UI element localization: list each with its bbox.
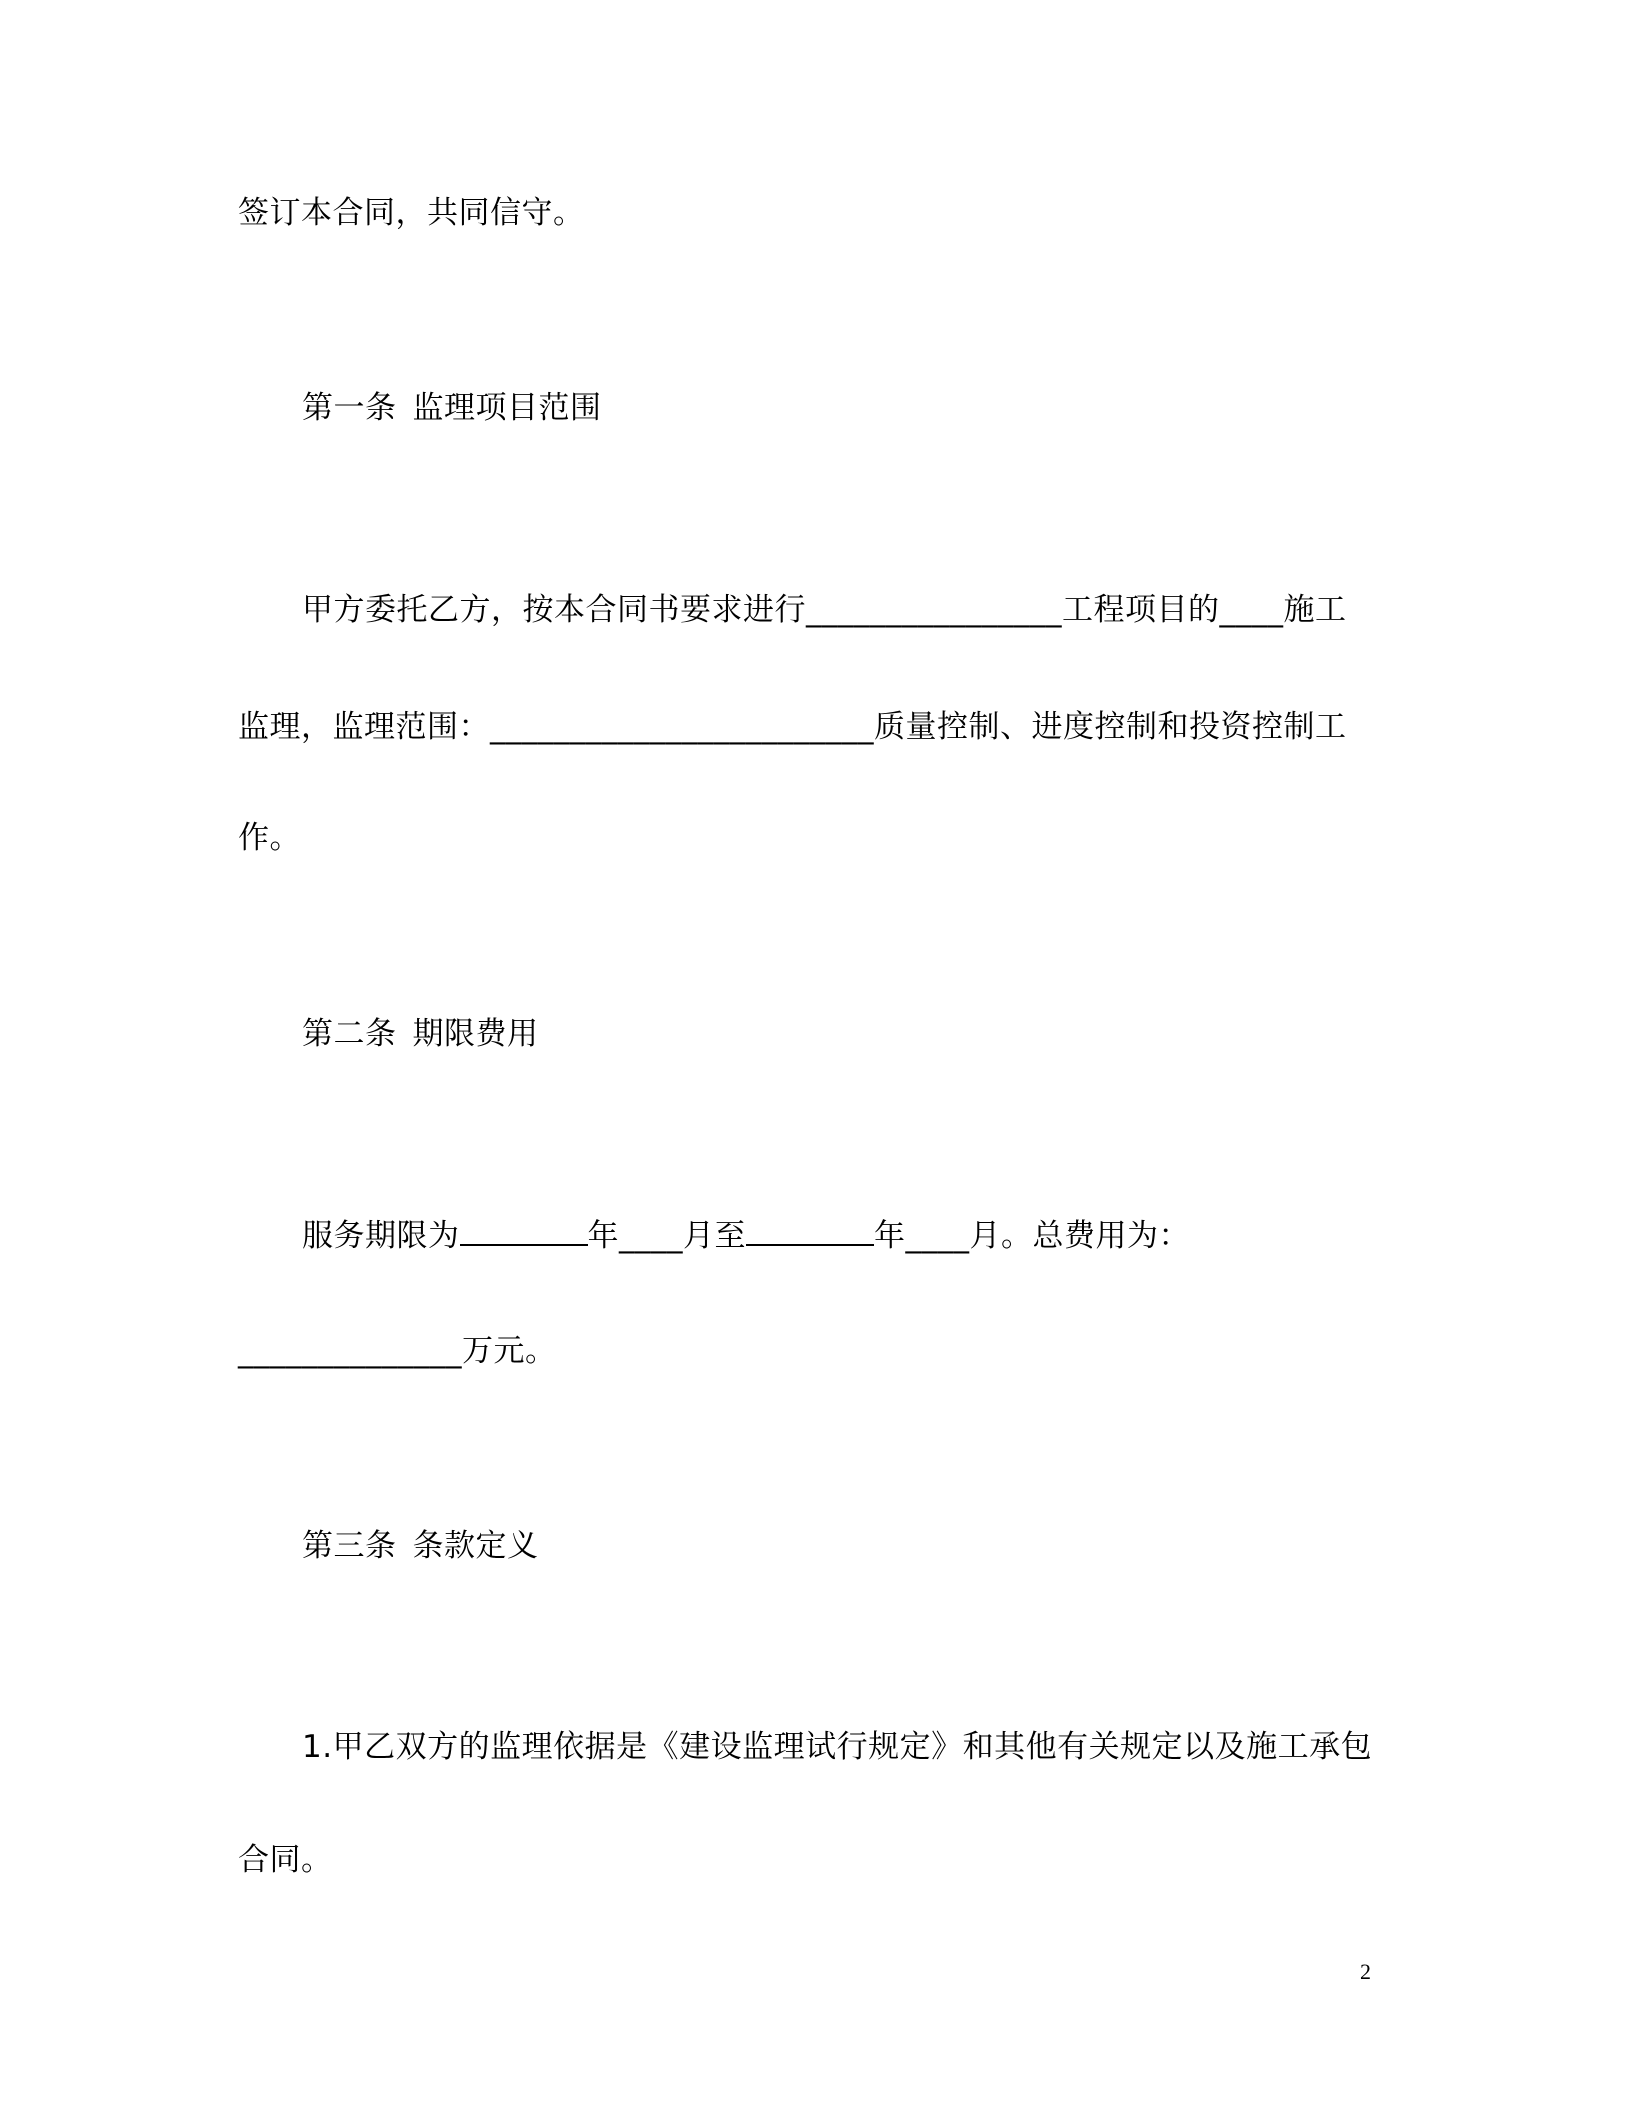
text: 年 bbox=[874, 1218, 906, 1254]
text: 合同。 bbox=[238, 1842, 333, 1878]
text: 年 bbox=[587, 1218, 619, 1254]
article-2-line-1 bbox=[302, 1216, 1190, 1256]
text: 1.甲乙双方的监理依据是《建设监理试行规定》和其他有关规定以及施工承包 bbox=[302, 1729, 1373, 1765]
article-3-item-1-line-1 bbox=[302, 1727, 1372, 1767]
article-2-heading bbox=[302, 1014, 539, 1054]
article-1-line-1 bbox=[302, 590, 1347, 630]
text: 月至 bbox=[683, 1218, 746, 1254]
fill-blank: ______________ bbox=[238, 1333, 462, 1369]
year-blank bbox=[460, 1216, 588, 1246]
article-1-line-2 bbox=[238, 707, 1347, 747]
fill-blank: ____ bbox=[619, 1218, 683, 1254]
article-1-line-3 bbox=[238, 818, 301, 858]
text: 签订本合同，共同信守。 bbox=[238, 195, 585, 231]
text: 作。 bbox=[238, 820, 301, 856]
text: 工程项目的 bbox=[1062, 592, 1220, 628]
article-number: 第二条 bbox=[302, 1016, 397, 1052]
fill-blank: ____ bbox=[1219, 592, 1284, 628]
article-2-line-2 bbox=[238, 1331, 557, 1371]
article-title: 条款定义 bbox=[412, 1528, 539, 1564]
year-blank bbox=[746, 1216, 874, 1246]
text: 质量控制、进度控制和投资控制工 bbox=[874, 709, 1347, 745]
article-3-item-1-line-2 bbox=[238, 1840, 333, 1880]
article-3-heading bbox=[302, 1526, 539, 1566]
text: 万元。 bbox=[462, 1333, 557, 1369]
fill-blank: ________________ bbox=[806, 592, 1062, 628]
text: 甲方委托乙方，按本合同书要求进行 bbox=[302, 592, 806, 628]
paragraph-line bbox=[238, 193, 585, 233]
article-title: 期限费用 bbox=[412, 1016, 539, 1052]
article-number: 第一条 bbox=[302, 390, 397, 426]
article-1-heading bbox=[302, 388, 602, 428]
fill-blank: ____ bbox=[905, 1218, 970, 1254]
article-number: 第三条 bbox=[302, 1528, 397, 1564]
text: 月。总费用为： bbox=[969, 1218, 1190, 1254]
text: 施工 bbox=[1283, 592, 1347, 628]
fill-blank: ________________________ bbox=[490, 709, 874, 745]
article-title: 监理项目范围 bbox=[412, 390, 602, 426]
text: 监理，监理范围： bbox=[238, 709, 490, 745]
text: 服务期限为 bbox=[302, 1218, 460, 1254]
page-number: 2 bbox=[1360, 1959, 1371, 1984]
